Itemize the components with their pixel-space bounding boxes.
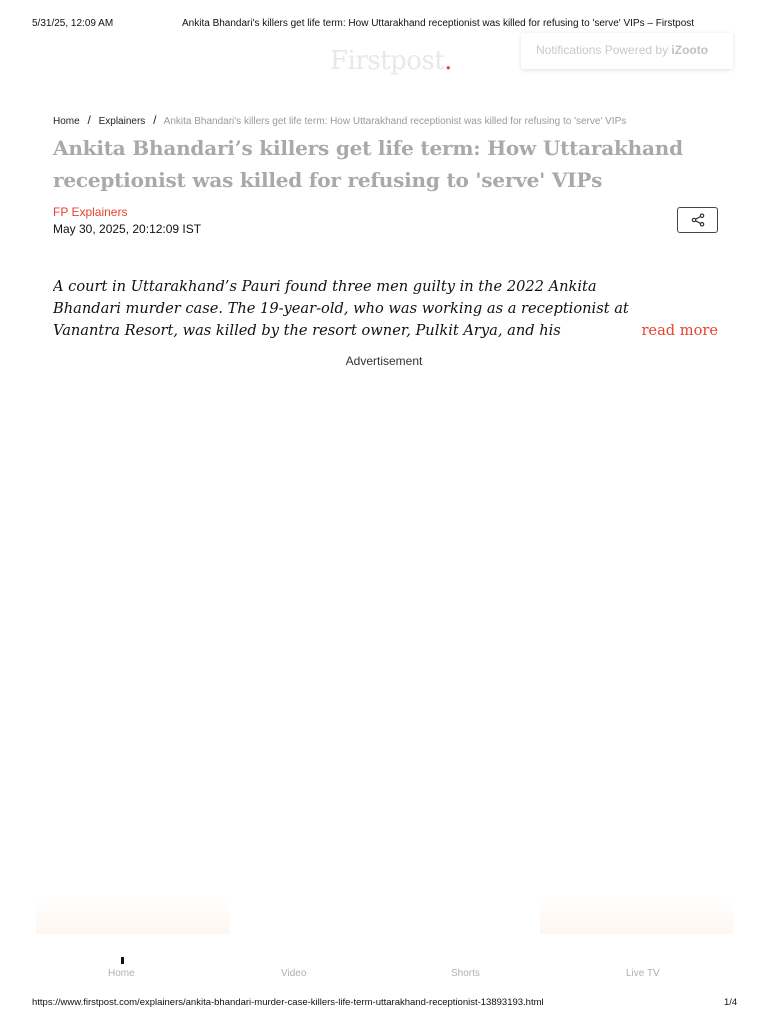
site-logo[interactable]: [330, 48, 452, 74]
notification-prompt[interactable]: [521, 33, 733, 69]
print-datetime: 5/31/25, 12:09 AM: [32, 18, 114, 29]
breadcrumb-home[interactable]: Home: [53, 116, 80, 127]
share-button[interactable]: [677, 207, 718, 233]
summary-text: A court in Uttarakhand’s Pauri found three men guilty in the 2022 Ankita Bhandari murder case. The 19-year-old, who was working as a receptionist at Vanantra Resort, was killed by the resort owner, Pulkit Arya, and his: [53, 278, 629, 339]
print-header: [0, 0, 768, 36]
article-headline: Ankita Bhandari’s killers get life term: How Uttarakhand receptionist was killed for refusing to 'serve' VIPs: [53, 136, 683, 192]
print-footer: [0, 994, 768, 1014]
notification-brand: iZooto: [671, 43, 709, 57]
breadcrumb-separator: /: [153, 113, 157, 127]
bottom-nav: [0, 934, 768, 984]
breadcrumb-separator: /: [87, 113, 91, 127]
nav-video[interactable]: Video: [281, 968, 307, 979]
read-more-link[interactable]: read more: [633, 320, 718, 342]
logo-text: Firstpost: [330, 46, 445, 76]
breadcrumb-current: Ankita Bhandari's killers get life term: How Uttarakhand receptionist was killed for refusing to 'serve' VIPs: [163, 116, 627, 127]
nav-live-tv[interactable]: Live TV: [626, 968, 660, 979]
nav-shorts[interactable]: Shorts: [451, 968, 480, 979]
publish-date: May 30, 2025, 20:12:09 IST: [53, 222, 202, 236]
advertisement-label: Advertisement: [345, 354, 423, 368]
nav-home[interactable]: Home: [108, 968, 135, 979]
author-link[interactable]: FP Explainers: [53, 205, 128, 219]
print-page-number: 1/4: [724, 997, 738, 1008]
print-url: https://www.firstpost.com/explainers/ankita-bhandari-murder-case-killers-life-term-uttarakhand-receptionist-13893193.html: [32, 997, 544, 1008]
ad-fade-right: [540, 898, 733, 934]
article-summary: [53, 276, 723, 342]
print-document-title: Ankita Bhandari's killers get life term: How Uttarakhand receptionist was killed for refusing to 'serve' VIPs – Firstpost: [182, 18, 695, 29]
breadcrumb-explainers[interactable]: Explainers: [98, 116, 146, 127]
notification-text: Notifications Powered by: [536, 43, 672, 57]
breadcrumb: [53, 113, 626, 127]
share-icon: [691, 213, 705, 227]
logo-dot: .: [444, 46, 452, 76]
home-active-indicator: [121, 957, 124, 964]
ad-fade-left: [36, 898, 230, 934]
